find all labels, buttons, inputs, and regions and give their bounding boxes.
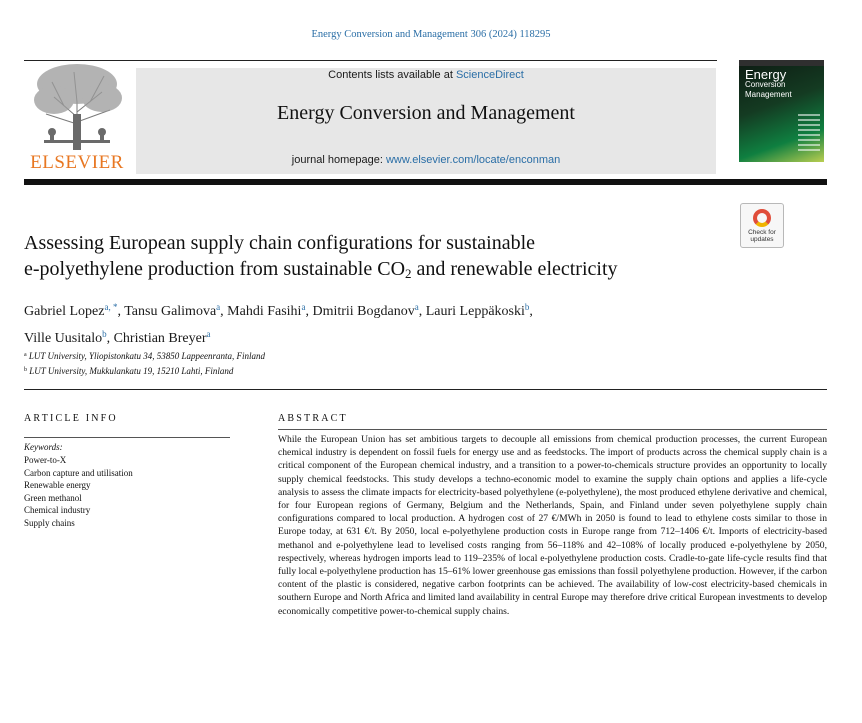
title-line2-tail: and renewable electricity — [411, 258, 618, 280]
affiliation-b — [24, 363, 265, 378]
cover-footer — [739, 162, 824, 171]
keywords-heading: Keywords: — [24, 442, 63, 452]
abstract-body: While the European Union has set ambitious targets to decouple all emissions from chemical production processes, the current European chemical industry is dependent on fossil fuels for energy use and as feedstocks. The import of products across the chemical supply chain is a critical component of the European chemical industry, and a transition to a power-to-chemicals structure provides an opportunity to locally supply chemical feedstocks. This study develops a techno-economic model to examine the supply chain options and applies a life-cycle analysis to assess the climate impacts for electricity-based polyethylene (e-polyethylene), the most produced ethylene derivative and chemical, for four European regions of Germany, Belgium and the Netherlands, Spain, and Finland under seven polyethylene supply chain configurations compared to local production. A hydrogen cost of 27 €/MWh in 2050 is found to lead to ethylene costs similar to those in Europe today, at 631 €/t. By 2050, local e-polyethylene production costs in Europe range from 712–1406 €/t. Imports of electricity-based methanol and e-polyethylene lead to levelised costs ranging from 56–118% and 42–108% of locally produced e-polyethylene by 2050, respectively, whereas hydrogen imports lead to 119–235% of local e-polyethylene production costs. Cradle-to-gate life-cycle results find that fully local e-polyethylene production has 15–61% lower greenhouse gas emissions than fossil polyethylene production. However, if the carbon content of the plastic is considered, negative carbon footprints can be achieved. The availability of low-cost electricity-based chemicals in southern Europe and North Africa and limited land availability in central Europe may therefore drive critical European investments to develop economically competitive power-to-chemical supply chains. — [278, 434, 827, 617]
author-affiliation-marker[interactable]: b — [524, 302, 530, 312]
affiliation-marker: b — [24, 367, 27, 373]
author-affiliation-marker[interactable]: a — [216, 302, 221, 312]
elsevier-logo[interactable] — [24, 62, 130, 174]
header-bottom-rule — [24, 179, 827, 185]
author-line-2: Ville Uusitalo$^b$, Christian Breyer$^a$ — [24, 329, 211, 346]
author-list — [24, 296, 734, 350]
keyword-item[interactable]: Chemical industry — [24, 505, 91, 516]
journal-header-band — [136, 68, 716, 174]
contents-prefix: Contents lists available at — [328, 69, 456, 81]
contents-line — [136, 69, 716, 81]
journal-cover[interactable] — [739, 60, 824, 171]
journal-reference[interactable]: Energy Conversion and Management 306 (2024) 118295 — [311, 29, 551, 40]
check-for-updates-button[interactable] — [740, 203, 784, 248]
title-line2-text: e-polyethylene production from sustainable CO — [24, 258, 406, 280]
author-line-1: Gabriel Lopez$^{a, *}$, Tansu Galimova$^a$, Mahdi Fasihi$^a$, Dmitrii Bogdanov$^a$, Lauri Leppäkoski$^b$, — [24, 302, 533, 319]
cover-title-line1: Energy — [745, 67, 787, 82]
article-title — [24, 230, 724, 287]
keyword-item[interactable]: Power-to-X — [24, 455, 67, 465]
keyword-item[interactable]: Green methanol — [24, 492, 82, 503]
crossmark-icon — [753, 209, 771, 227]
affiliation-list — [24, 348, 265, 378]
cover-decoration — [798, 114, 820, 154]
title-line2 — [24, 256, 724, 287]
crossmark-label-line1: Check for — [748, 229, 776, 236]
affiliation-text: LUT University, Yliopistonkatu 34, 53850 Lappeenranta, Finland — [28, 351, 266, 361]
cover-title-line2: Conversion — [745, 80, 786, 89]
title-line1: Assessing European supply chain configurations for sustainable — [24, 232, 536, 254]
homepage-line — [136, 154, 716, 166]
keyword-item[interactable]: Supply chains — [24, 517, 75, 528]
author-name[interactable]: Lauri Leppäkoski — [425, 304, 525, 319]
journal-homepage-link[interactable]: www.elsevier.com/locate/enconman — [385, 154, 561, 166]
abstract-heading: ABSTRACT — [278, 413, 348, 424]
author-name[interactable]: Tansu Galimova — [124, 304, 217, 319]
keyword-item[interactable]: Renewable energy — [24, 480, 91, 491]
section-divider — [24, 389, 827, 390]
affiliation-marker: a — [24, 352, 27, 358]
author-affiliation-marker[interactable]: a — [301, 302, 306, 312]
elsevier-tree-icon — [24, 62, 130, 152]
elsevier-wordmark: ELSEVIER — [30, 152, 124, 173]
author-affiliation-marker[interactable]: a — [206, 329, 211, 339]
article-info-heading: ARTICLE INFO — [24, 413, 118, 424]
crossmark-label-line2: updates — [750, 236, 774, 243]
article-info-rule — [24, 437, 230, 438]
author-affiliation-marker[interactable]: b — [102, 329, 107, 339]
affiliation-text: LUT University, Mukkulankatu 19, 15210 Lahti, Finland — [29, 366, 234, 376]
author-name[interactable]: Mahdi Fasihi — [227, 304, 302, 319]
title-subscript: 2 — [405, 266, 412, 281]
cover-title — [745, 67, 792, 100]
affiliation-a — [24, 348, 265, 363]
keyword-list — [24, 454, 133, 530]
abstract-rule — [278, 429, 827, 430]
header-top-rule — [24, 60, 717, 61]
journal-name: Energy Conversion and Management — [277, 102, 575, 124]
author-name[interactable]: Gabriel Lopez — [24, 304, 105, 319]
cover-top-bar — [739, 60, 824, 66]
crossmark-label — [741, 229, 783, 243]
author-affiliation-marker[interactable]: a — [414, 302, 419, 312]
author-name[interactable]: Dmitrii Bogdanov — [312, 304, 415, 319]
author-name[interactable]: Christian Breyer — [113, 331, 207, 346]
homepage-prefix: journal homepage: — [291, 154, 386, 166]
sciencedirect-link[interactable]: ScienceDirect — [455, 69, 524, 81]
author-affiliation-marker[interactable]: a, * — [104, 302, 118, 312]
author-name[interactable]: Ville Uusitalo — [24, 331, 103, 346]
keyword-item[interactable]: Carbon capture and utilisation — [24, 467, 133, 478]
cover-title-line3: Management — [745, 90, 792, 99]
